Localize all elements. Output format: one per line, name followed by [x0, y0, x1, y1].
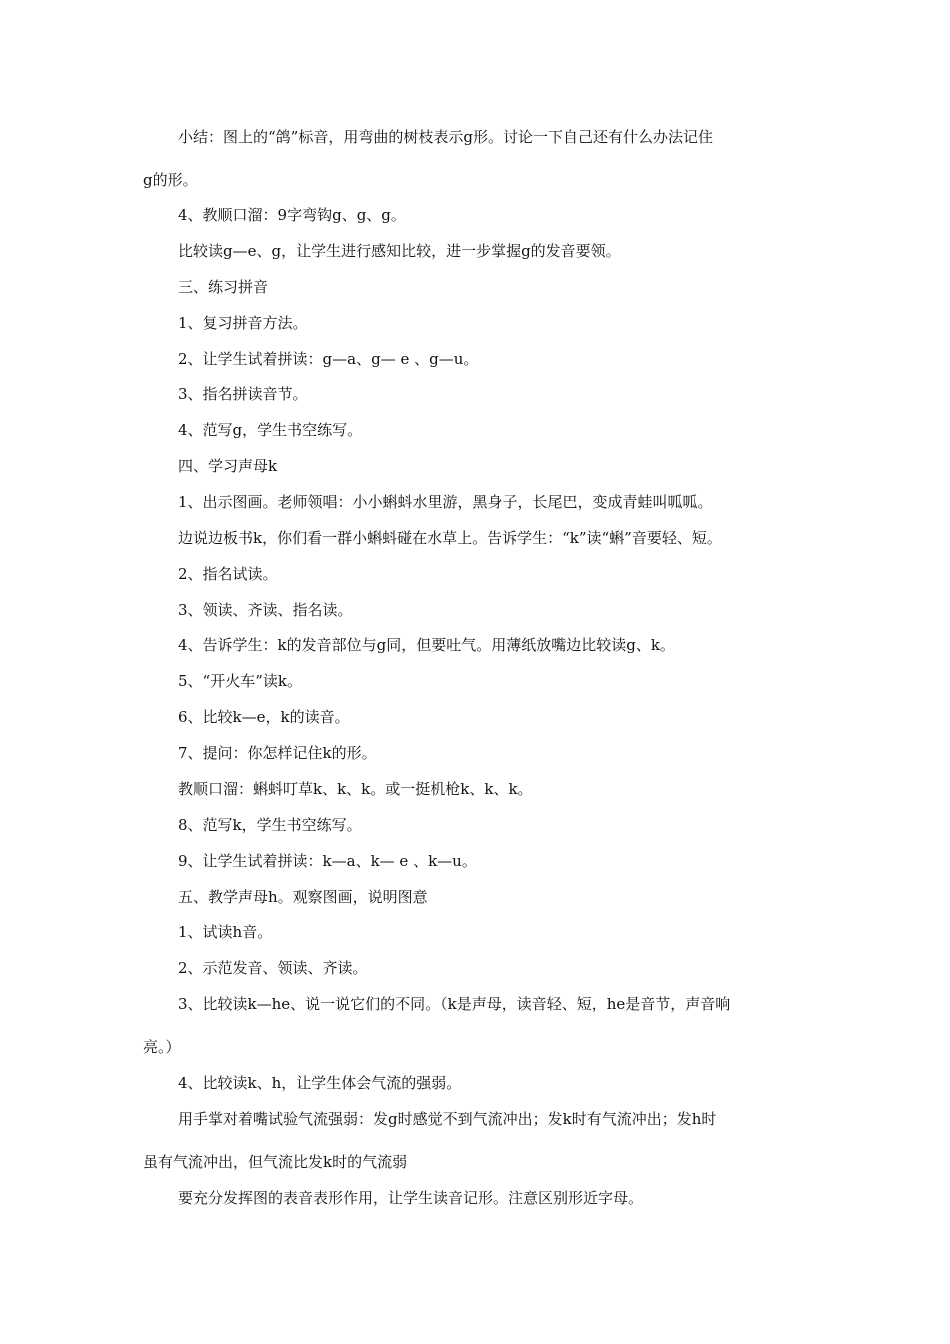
- text-line: 7、提问：你怎样记住k的形。: [178, 744, 377, 762]
- text-line: 9、让学生试着拼读：k—a、k— e 、k—u。: [178, 852, 477, 870]
- text-line: 2、指名试读。: [178, 565, 278, 583]
- text-line: 1、复习拼音方法。: [178, 314, 308, 332]
- text-line: 5、“开火车”读k。: [178, 672, 302, 690]
- text-line: 用手掌对着嘴试验气流强弱：发g时感觉不到气流冲出；发k时有气流冲出；发h时: [178, 1110, 717, 1128]
- text-line: 4、比较读k、h，让学生体会气流的强弱。: [178, 1074, 462, 1092]
- text-line: 3、指名拼读音节。: [178, 385, 308, 403]
- text-line: 教顺口溜：蝌蚪叮草k、k、k。或一挺机枪k、k、k。: [178, 780, 533, 798]
- text-line: g的形。: [143, 171, 198, 189]
- text-line: 小结：图上的“鸽”标音，用弯曲的树枝表示g形。讨论一下自己还有什么办法记住: [178, 128, 713, 146]
- text-line: 边说边板书k，你们看一群小蝌蚪碰在水草上。告诉学生：“k”读“蝌”音要轻、短。: [178, 529, 722, 547]
- section-heading: 四、学习声母k: [178, 457, 278, 475]
- text-line: 4、告诉学生：k的发音部位与g同，但要吐气。用薄纸放嘴边比较读g、k。: [178, 636, 675, 654]
- text-line: 4、教顺口溜：9字弯钩g、g、g。: [178, 206, 406, 224]
- text-line: 比较读g—e、g，让学生进行感知比较，进一步掌握g的发音要领。: [178, 242, 621, 260]
- text-line: 3、比较读k—he、说一说它们的不同。（k是声母，读音轻、短，he是音节，声音响: [178, 995, 731, 1013]
- text-line: 2、示范发音、领读、齐读。: [178, 959, 368, 977]
- text-line: 1、出示图画。老师领唱：小小蝌蚪水里游，黑身子，长尾巴，变成青蛙叫呱呱。: [178, 493, 713, 511]
- text-line: 4、范写g，学生书空练写。: [178, 421, 363, 439]
- text-line: 虽有气流冲出，但气流比发k时的气流弱: [143, 1153, 408, 1171]
- text-line: 要充分发挥图的表音表形作用，让学生读音记形。注意区别形近字母。: [178, 1189, 644, 1207]
- text-line: 亮。）: [143, 1038, 181, 1056]
- section-heading: 三、练习拼音: [178, 278, 269, 296]
- text-line: 8、范写k，学生书空练写。: [178, 816, 362, 834]
- text-line: 1、试读h音。: [178, 923, 273, 941]
- text-line: 2、让学生试着拼读：g—a、g— e 、g—u。: [178, 350, 479, 368]
- section-heading: 五、教学声母h。观察图画，说明图意: [178, 888, 428, 906]
- text-line: 3、领读、齐读、指名读。: [178, 601, 353, 619]
- text-line: 6、比较k—e，k的读音。: [178, 708, 350, 726]
